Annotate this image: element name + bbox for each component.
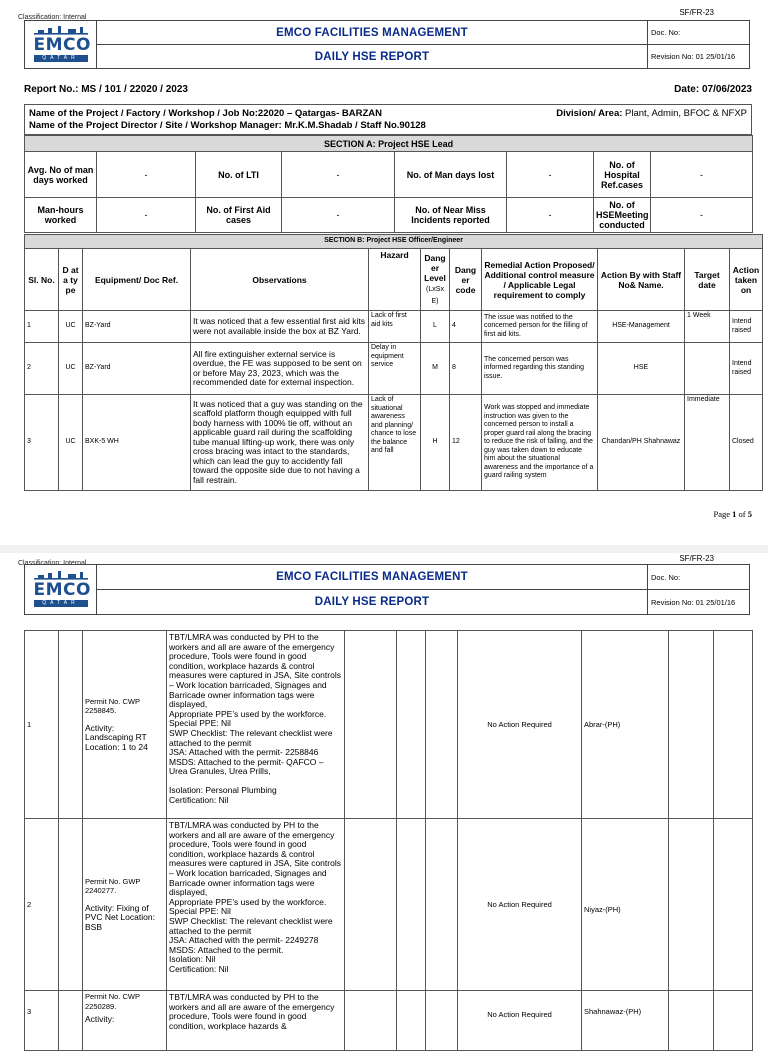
section-b-table xyxy=(24,234,763,491)
division-value: Plant, Admin, BFOC & NFXP xyxy=(625,107,747,119)
row-action-by: Abrar-(PH) xyxy=(582,631,669,819)
col-danger-level: Dang er Level (LxSx E) xyxy=(421,249,450,311)
stat-label: No. of LTI xyxy=(196,152,282,198)
row-observation: TBT/LMRA was conducted by PH to the workers and all are aware of the emergency procedure, Tools were found in good condition, workplace hazards & xyxy=(167,991,345,1051)
row-type xyxy=(59,631,83,819)
table-row xyxy=(25,819,753,991)
classification-label: Classification: Internal xyxy=(18,14,87,21)
skyline-icon xyxy=(34,26,88,36)
row-target xyxy=(669,631,714,819)
form-code: SF/FR-23 xyxy=(679,554,714,563)
permit-activity: Activity: Fixing of PVC Net Location: BSB xyxy=(85,902,155,932)
row-hazard: Lack of first aid kits xyxy=(369,311,421,343)
row-sl: 2 xyxy=(25,343,59,395)
row-observation: It was noticed that a guy was standing on the scaffold platform though equipped with full body harness with 100% tie off, without an applicable guard rail during the scaffolding tube manual lifting-up work, there was only cross bracing was intact to the standards, which can lead the guy to accidently fall toward the opposite side due to not having a fall restrain. xyxy=(191,395,369,491)
row-action-by: Chandan/PH Shahnawaz xyxy=(598,395,685,491)
table-row xyxy=(25,991,753,1051)
row-equipment: BZ-Yard xyxy=(83,343,191,395)
row-permit xyxy=(83,819,167,991)
table-row xyxy=(25,631,753,819)
document-header xyxy=(24,20,750,69)
row-code: 4 xyxy=(450,311,482,343)
row-permit xyxy=(83,631,167,819)
row-sl: 3 xyxy=(25,991,59,1051)
table-row xyxy=(25,311,763,343)
row-action-by: HSE xyxy=(598,343,685,395)
permit-number: Permit No. CWP 2250289. xyxy=(85,992,140,1011)
row-taken: Intend raised xyxy=(730,343,763,395)
row-code xyxy=(426,991,458,1051)
row-code xyxy=(426,819,458,991)
revision-no: Revision No: 01 25/01/16 xyxy=(648,590,750,615)
row-remedial: The issue was notified to the concerned person for the filling of first aid kits. xyxy=(482,311,598,343)
row-equipment: BZ-Yard xyxy=(83,311,191,343)
row-hazard xyxy=(345,631,397,819)
col-danger-code: Dang er code xyxy=(450,249,482,311)
doc-no: Doc. No: xyxy=(648,21,750,45)
row-hazard xyxy=(345,991,397,1051)
row-level xyxy=(397,991,426,1051)
col-equipment: Equipment/ Doc Ref. xyxy=(83,249,191,311)
row-sl: 1 xyxy=(25,631,59,819)
row-observation: All fire extinguisher external service is overdue, the FE was supposed to be sent on or before May 23, 2023, which was the recommended date for external inspection. xyxy=(191,343,369,395)
col-observations: Observations xyxy=(191,249,369,311)
skyline-icon xyxy=(34,571,88,581)
report-date: Date: 07/06/2023 xyxy=(674,84,752,95)
col-sl-no: Sl. No. xyxy=(25,249,59,311)
row-target xyxy=(685,343,730,395)
row-taken: Closed xyxy=(730,395,763,491)
permit-activity: Activity: xyxy=(85,1014,115,1024)
row-code xyxy=(426,631,458,819)
row-type xyxy=(59,991,83,1051)
row-observation: It was noticed that a few essential first aid kits were not available inside the box at BZ Yard. xyxy=(191,311,369,343)
section-a-heading: SECTION A: Project HSE Lead xyxy=(25,136,753,152)
stat-value: - xyxy=(282,152,395,198)
row-remedial: No Action Required xyxy=(458,631,582,819)
stat-value: - xyxy=(651,152,753,198)
logo-wordmark: EMCO xyxy=(33,579,91,600)
report-title: DAILY HSE REPORT xyxy=(97,45,648,69)
row-taken: Intend raised xyxy=(730,311,763,343)
page-number: Page 1 of 5 xyxy=(713,509,752,519)
row-remedial: No Action Required xyxy=(458,819,582,991)
row-code: 12 xyxy=(450,395,482,491)
stat-label: Man-hours worked xyxy=(25,198,97,233)
row-permit xyxy=(83,991,167,1051)
project-info-table xyxy=(24,104,752,135)
col-action-by: Action By with Staff No& Name. xyxy=(598,249,685,311)
row-level xyxy=(397,631,426,819)
stat-label: No. of Near Miss Incidents reported xyxy=(395,198,507,233)
company-title: EMCO FACILITIES MANAGEMENT xyxy=(97,565,648,590)
row-target xyxy=(669,991,714,1051)
section-b-heading: SECTION B: Project HSE Officer/Engineer xyxy=(25,235,763,249)
row-target: Immediate xyxy=(685,395,730,491)
row-remedial: No Action Required xyxy=(458,991,582,1051)
stat-label: No. of HSEMeeting conducted xyxy=(594,198,651,233)
permit-number: Permit No. GWP 2240277. xyxy=(85,876,141,896)
table-row xyxy=(25,395,763,491)
row-target xyxy=(669,819,714,991)
section-a-table xyxy=(24,135,753,233)
row-taken xyxy=(714,991,753,1051)
project-director: Name of the Project Director / Site / Workshop Manager: Mr.K.M.Shadab / Staff No.90128 xyxy=(29,119,426,131)
row-code: 8 xyxy=(450,343,482,395)
row-level: H xyxy=(421,395,450,491)
row-observation: TBT/LMRA was conducted by PH to the workers and all are aware of the emergency procedure, Tools were found in good condition, workplace hazards & control measures were captured in JSA, Site controls – Work location barricaded, Signages and Barricade owner information tags were displayed, Appropriate PPE’s used by the workforce. Special PPE: Nil SWP Checklist: The relevant checklist were attached to the permit JSA: Attached with the permit- 2258846 MSDS: Attached to the permit- QAFCO – Urea Granules, Urea Prills, Isolation: Personal Plumbing Certification: Nil xyxy=(167,631,345,819)
stat-value: - xyxy=(507,198,594,233)
row-sl: 2 xyxy=(25,819,59,991)
row-level xyxy=(397,819,426,991)
document-header xyxy=(24,564,750,615)
row-hazard: Lack of situational awareness and planning/ chance to lose the balance and fall xyxy=(369,395,421,491)
row-hazard xyxy=(345,819,397,991)
classification-label: Classification: Internal xyxy=(18,560,87,567)
row-action-by: Niyaz-(PH) xyxy=(582,819,669,991)
row-type xyxy=(59,819,83,991)
row-taken xyxy=(714,819,753,991)
doc-no: Doc. No: xyxy=(648,565,750,590)
logo-subtext: QATAR xyxy=(34,600,88,607)
stat-label: No. of First Aid cases xyxy=(196,198,282,233)
col-action-taken: Action taken on xyxy=(730,249,763,311)
col-remedial-action: Remedial Action Proposed/ Additional control measure / Applicable Legal requirement to comply xyxy=(482,249,598,311)
division-label: Division/ Area: xyxy=(556,107,623,119)
row-target: 1 Week xyxy=(685,311,730,343)
permit-activity: Activity: Landscaping RT Location: 1 to 24 xyxy=(85,722,148,752)
report-info-line xyxy=(24,84,752,95)
row-action-by: Shahnawaz-(PH) xyxy=(582,991,669,1051)
revision-no: Revision No: 01 25/01/16 xyxy=(648,45,750,69)
emco-logo xyxy=(25,565,97,615)
stat-value: - xyxy=(651,198,753,233)
report-number: Report No.: MS / 101 / 22020 / 2023 xyxy=(24,84,188,95)
stat-value: - xyxy=(507,152,594,198)
row-type: UC xyxy=(59,343,83,395)
row-level: L xyxy=(421,311,450,343)
row-sl: 3 xyxy=(25,395,59,491)
division-area xyxy=(556,108,747,120)
table-row xyxy=(25,343,763,395)
company-title: EMCO FACILITIES MANAGEMENT xyxy=(97,21,648,45)
col-target-date: Target date xyxy=(685,249,730,311)
row-type: UC xyxy=(59,395,83,491)
stat-value: - xyxy=(97,152,196,198)
stat-label: No. of Hospital Ref.cases xyxy=(594,152,651,198)
page-separator xyxy=(0,545,768,553)
form-code: SF/FR-23 xyxy=(679,8,714,17)
row-hazard: Delay in equipment service xyxy=(369,343,421,395)
stat-label: Avg. No of man days worked xyxy=(25,152,97,198)
permit-number: Permit No. CWP 2258845. xyxy=(85,696,140,716)
row-taken xyxy=(714,631,753,819)
row-observation: TBT/LMRA was conducted by PH to the workers and all are aware of the emergency procedure, Tools were found in good condition, workplace hazards & control measures were captured in JSA, Site controls – Work location barricaded, Signages and Barricade owner information tags were displayed, Appropriate PPE’s used by the workforce. Special PPE: Nil SWP Checklist: The relevant checklist were attached to the permit JSA: Attached with the permit- 2249278 MSDS: Attached to the permit. Isolation: Nil Certification: Nil xyxy=(167,819,345,991)
row-type: UC xyxy=(59,311,83,343)
logo-subtext: QATAR xyxy=(34,55,88,62)
row-action-by: HSE-Management xyxy=(598,311,685,343)
row-equipment: BXK-5 WH xyxy=(83,395,191,491)
row-remedial: Work was stopped and immediate instruction was given to the concerned person to install a proper guard rail along the bracing to reduce the risk of falling, and the guy was taken down to educate him about the situational awareness and the importance of a guard railing system xyxy=(482,395,598,491)
stat-label: No. of Man days lost xyxy=(395,152,507,198)
col-hazard: Hazard xyxy=(369,249,421,311)
permit-table xyxy=(24,630,753,1051)
row-level: M xyxy=(421,343,450,395)
emco-logo xyxy=(25,21,97,69)
logo-wordmark: EMCO xyxy=(33,34,91,55)
report-title: DAILY HSE REPORT xyxy=(97,590,648,615)
report-page-2 xyxy=(0,553,768,1031)
stat-value: - xyxy=(282,198,395,233)
row-remedial: The concerned person was informed regarding this standing issue. xyxy=(482,343,598,395)
row-sl: 1 xyxy=(25,311,59,343)
stat-value: - xyxy=(97,198,196,233)
col-data-type: D at a ty pe xyxy=(59,249,83,311)
project-name: Name of the Project / Factory / Workshop / Job No:22020 – Qatargas- BARZAN xyxy=(29,107,382,119)
